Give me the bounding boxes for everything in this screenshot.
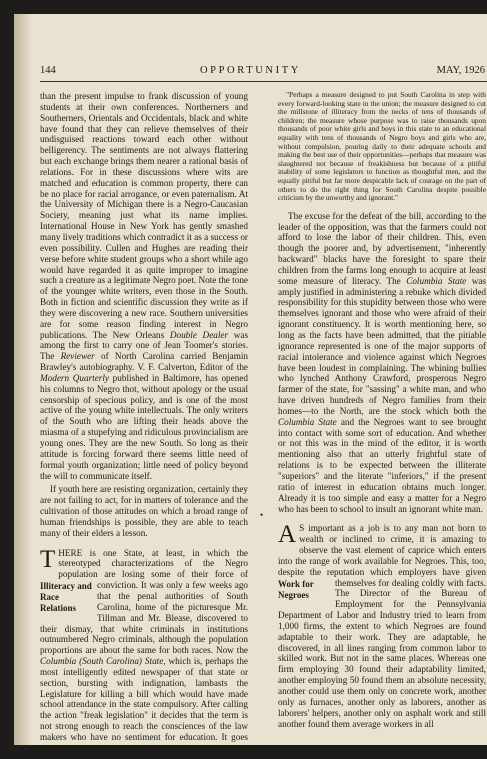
- issue-date: MAY, 1926: [436, 65, 485, 76]
- margin-dot: •: [260, 510, 264, 520]
- page-gutter: [14, 14, 32, 745]
- left-column: [40, 91, 248, 754]
- illiteracy-paragraph: THERE is one State, at least, in which the stereotyped characterizations of the Negro population are losing some of their force of conviction. Illiteracy and Race Relations It was only a few weeks ago that the penal authorities of South Carolina, home of the picturesque Mr. Tillman and Mr. Blease, discovered to their dismay, that white criminals in institutions outnumbered Negro criminals, although the population proportions are about the same for both races. Now the Columbia (South Carolina) State, which is, perhaps the most intelligently edited newspaper of that state or section, bursting with indignation, lambasts the Legislature for killing a bill which would have made school attendance in the state compulsory. After calling the action "freak legislation" it decides that the term is not strong enough to reach the consciences of the law makers who have no sentiment for education. It goes on:: [40, 545, 249, 753]
- work-paragraph: A S important as a job is to any man not born to wealth or inclined to crime, it is amazing to observe the vast element of caprice which enters into the range of work available for Negroes. This, too, despite the reputation which employers have given themselves for dealing coldly with facts. Work for Negroes The Director of the Bureau of Employment for the Pennsylvania Department of Labor and Industry tried to learn from 1,000 firms, the extent to which Negroes are found adaptable to their work. They are adaptable, he discovered, in all lines ranging from common labor to skilled work. But not in the same places. Whereas one firm employing 30 found their adaptability limited, another employing 50 found them an absolute necessity, another could use them only on concrete work, another only as furnaces, another only as laborers, another as laborers' helpers, another only on asphalt work and still another found them average workers in all: [278, 521, 486, 729]
- page-number: 144: [40, 65, 56, 76]
- running-header: [40, 65, 487, 81]
- drop-cap-t: T: [40, 545, 56, 573]
- sidehead-work: Work for Negroes: [278, 578, 314, 600]
- magazine-title: OPPORTUNITY: [200, 65, 301, 76]
- magazine-page: [14, 14, 487, 753]
- youth-paragraph: than the present impulse to frank discussion of young students at their own conferences. Northerners and Southerners, Orientals and Occidentals, black and white have found that they can relieve themselves of their undisguised reactions toward each other without belligerency. The sentiments are not always flattering but each exchange brings them nearer a rational basis of relations. For in these discussions where wits are matched and education is common property, there can be no place for racial arrogance, or even paternalism. At the University of Michigan there is a Negro-Caucasian Society, meaning just what its name implies. International House in New York has gently smashed many lively traditions which contradict it as a success or even possibility. Cullen and Hughes are reading their verse before white student groups who a short while ago would have regarded it as quite improper to imagine such a creature as a legitimate Negro poet. Note the tone of the younger white writers, even those in the South. Both in fiction and scientific discussion they write as if they were discovering a new race. Southern universities are for some reason finding interest in Negro publications. The New Orleans Double Dealer was among the first to carry one of Jean Toomer's stories. The Reviewer of North Carolina carried Benjamin Brawley's autobiography. V. F. Calverton, Editor of the Modern Quarterly published in Baltimore, has opened his columns to Negro thot, without apology or the usual censorship of specious policy, and is one of the most active of the young white intellectuals. The only writers of the South who are lifting their heads above the miasma of a stupefying and ridiculous provincialism are young ones. They are the new South. So long as their attitude is forcing forward there seems little need of formal youth organization; little need of policy beyond the will to communicate itself.: [40, 91, 249, 481]
- sidehead-illiteracy: Illiteracy and Race Relations: [40, 581, 92, 614]
- block-quote: "Perhaps a measure designed to put South Carolina in step with every forward-looking state in the union; the measure designed to cut the millstone of illiteracy from the necks of tens of thousands of children; the measure whose purpose was to raise thousands upon thousands of poor white girls and boys in this state to an educational equality with tens of thousands of Negro boys and girls who are, without compulsion, pouring daily to their adequate schools and making the best use of their opportunities—perhaps that measure was slaughtered not because of freakishness but because of a pitiful inability of some legislators to function as thoughtful men, and the equally pitiful but far more despicable lack of courage on the part of others to do the right thing for South Carolina despite possible criticism by the unworthy and ignorant.": [278, 90, 486, 203]
- tolerance-paragraph: If youth here are resisting organization, certainly they are not failing to act, for in matters of tolerance and the cultivation of those attitudes on which a broad range of human friendships is possible, they are able to teach many of their elders a lesson.: [40, 484, 248, 538]
- excuse-paragraph: The excuse for the defeat of the bill, according to the leader of the opposition, was that the farmers could not afford to lose the labor of their children. This, even though the poorer and, by advertisement, "inherently backward" blacks have the foresight to spare their children from the farms long enough to acquire at least some measure of literacy. The Columbia State was amply justified in administering a rebuke which divided responsibility for this stupidity between those who were themselves ignorant and those who were afraid of their ignorant constituency. It is worth mentioning here, so long as the facts have been admitted, that the pitiable ignorance represented is one of the major supports of racial intolerance and violence against which Negroes have been loudest in complaining. The whining bullies who lynched Anthony Crawford, prosperous Negro farmer of the state, for "sassing" a white man, and who have driven hundreds of Negro families from their homes—to the North, are the stock which both the Columbia State and the Negroes want to see brought into contact with some sort of education. And whether or not this was in the mind of the editor, it is worth mentioning also that an utterly frightful state of relations is to be expected between the illiterate "superiors" and the literate "inferiors," if the present ratio of interest in education obtains much longer. Already it is too simple and easy a matter for a Negro who has been to school to insult an ignorant white man.: [278, 210, 486, 514]
- header-rule: [40, 81, 487, 82]
- right-column: [278, 91, 486, 729]
- drop-cap-a: A: [278, 521, 297, 549]
